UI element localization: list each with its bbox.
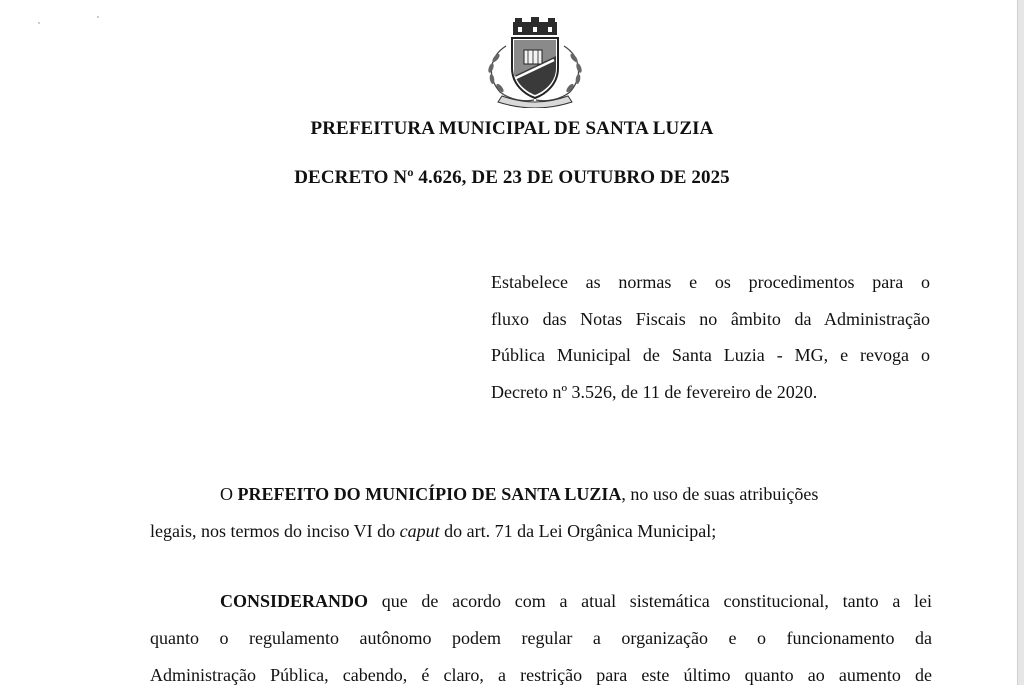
considerando-text: que de acordo com a atual sistemática constitucional, tanto a lei	[368, 591, 932, 611]
preamble-text: , no uso de suas atribuições	[621, 484, 819, 504]
decree-title: DECRETO Nº 4.626, DE 23 DE OUTUBRO DE 2025	[294, 167, 730, 188]
summary-line: Pública Municipal de Santa Luzia - MG, e revoga o	[491, 345, 930, 365]
preamble-paragraph	[150, 476, 932, 550]
coat-of-arms-emblem	[476, 16, 594, 108]
caput-term: caput	[399, 521, 440, 541]
preamble-line-1	[150, 476, 932, 513]
considerando-paragraph	[150, 583, 932, 694]
preamble-line-2	[150, 513, 932, 550]
decree-summary	[491, 264, 930, 410]
prefeitura-title: PREFEITURA MUNICIPAL DE SANTA LUZIA	[310, 118, 714, 139]
summary-line: fluxo das Notas Fiscais no âmbito da Administração	[491, 308, 930, 329]
preamble-text: legais, nos termos do inciso VI do	[150, 521, 400, 541]
considerando-line-1	[150, 583, 932, 620]
considerando-line-3: Administração Pública, cabendo, é claro, a restrição para este último quanto ao aumento de	[150, 665, 932, 685]
preamble-text: do art. 71 da Lei Orgânica Municipal;	[439, 521, 717, 541]
page-edge-shadow	[1017, 0, 1024, 685]
summary-line: Decreto nº 3.526, de 11 de fevereiro de 2020.	[491, 381, 818, 402]
considerando-keyword: CONSIDERANDO	[220, 591, 369, 611]
considerando-line-2: quanto o regulamento autônomo podem regular a organização e o funcionamento da	[150, 628, 932, 648]
prefeito-title: PREFEITO DO MUNICÍPIO DE SANTA LUZIA	[237, 484, 622, 504]
scan-speck	[97, 16, 99, 18]
summary-line: Estabelece as normas e os procedimentos para o	[491, 272, 930, 292]
scan-speck	[38, 22, 40, 24]
preamble-prefix: O	[220, 484, 238, 504]
